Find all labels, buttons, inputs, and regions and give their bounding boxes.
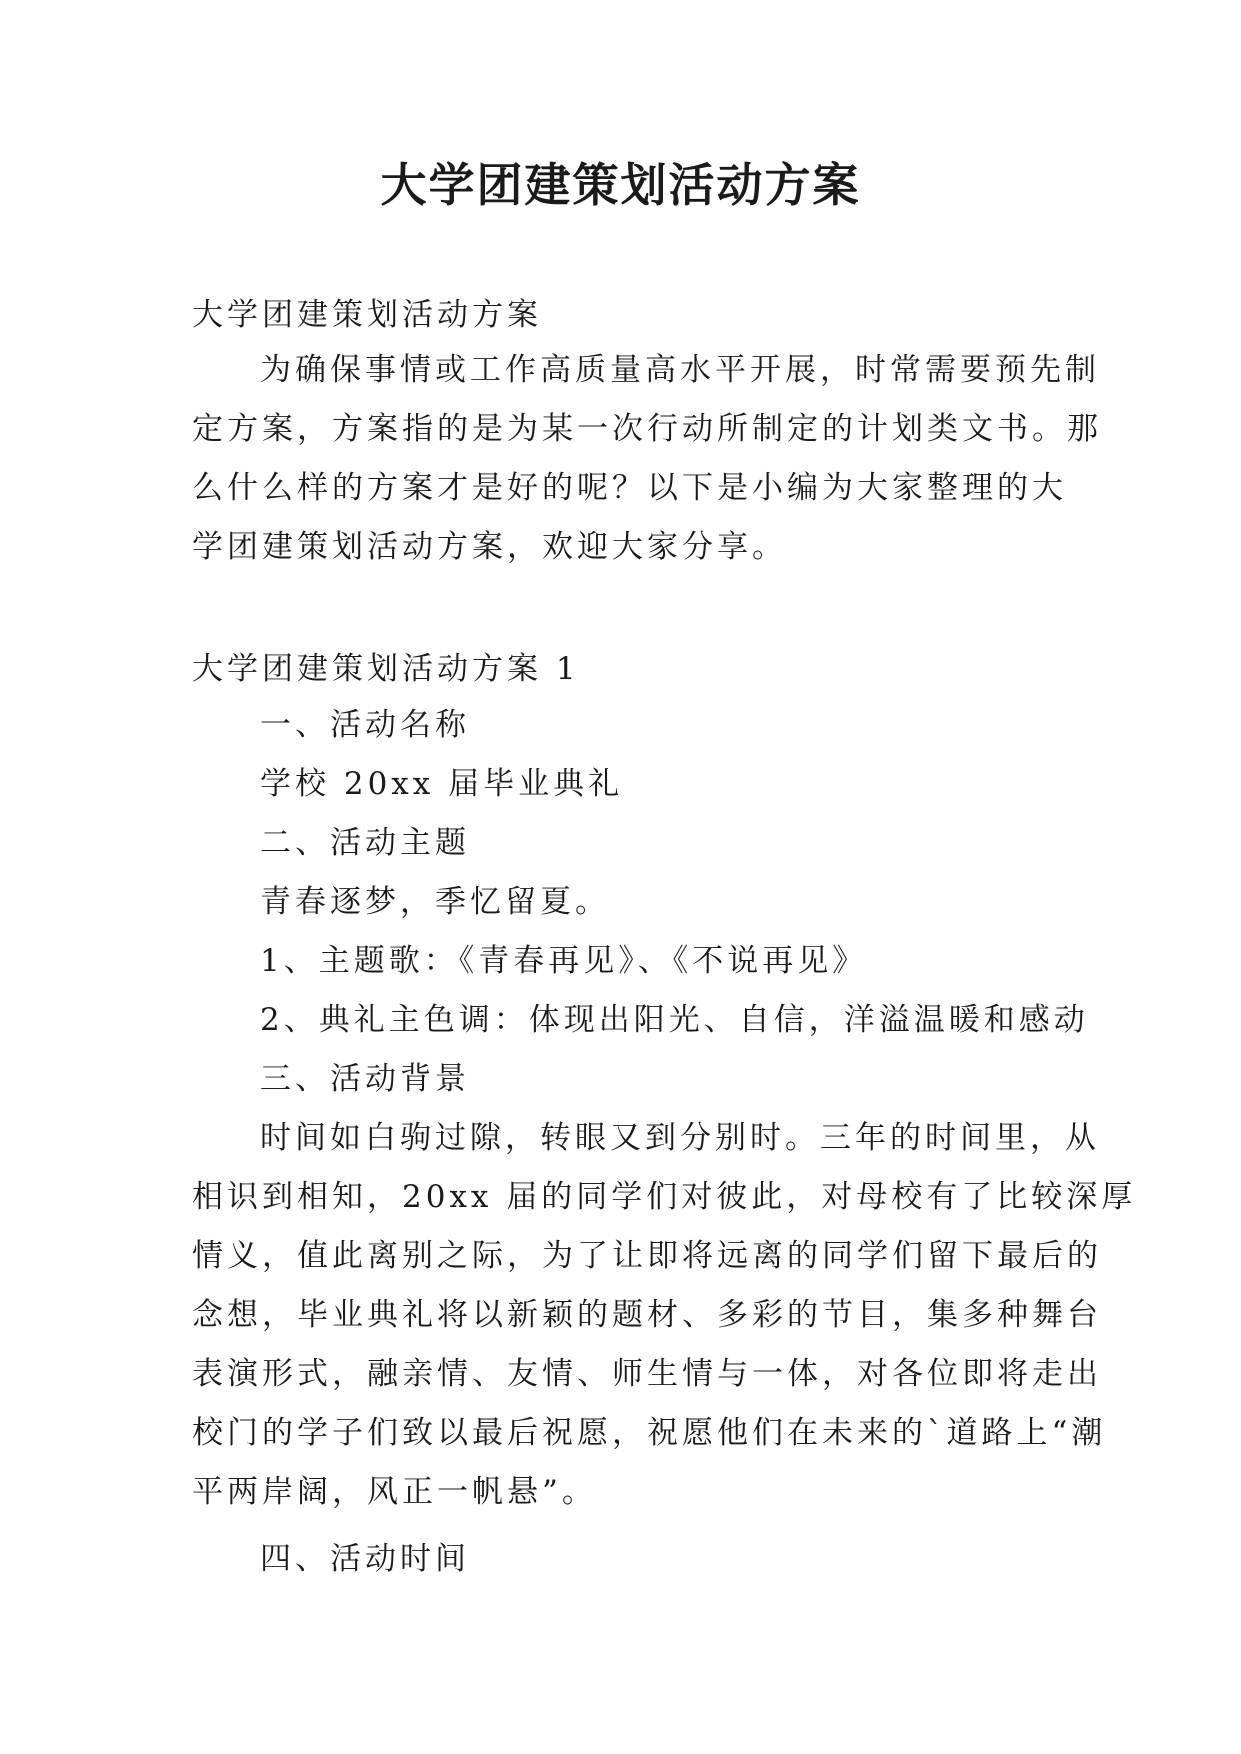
- section-1-line-2: 学校 20xx 届毕业典礼: [260, 766, 624, 802]
- section-1-line-8: 时间如白驹过隙，转眼又到分别时。三年的时间里，从: [260, 1120, 1100, 1156]
- document-title: 大学团建策划活动方案: [380, 158, 861, 212]
- section-1-heading: [192, 640, 1052, 699]
- section-1-line-13: 校门的学子们致以最后祝愿，祝愿他们在未来的`道路上“潮: [192, 1415, 1107, 1451]
- intro-heading-text: 大学团建策划活动方案: [192, 297, 542, 333]
- section-1-line-5: 1、主题歌：《青春再见》、《不说再见》: [260, 943, 868, 979]
- section-1-body: [192, 696, 1137, 1589]
- section-1-line-14: 平两岸阔，风正一帆悬”。: [192, 1474, 597, 1510]
- section-1-line-3: 二、活动主题: [260, 825, 470, 861]
- section-1-line-4: 青春逐梦，季忆留夏。: [260, 884, 610, 920]
- section-1-line-10: 情义，值此离别之际，为了让即将远离的同学们留下最后的: [192, 1238, 1102, 1274]
- intro-line-4: 学团建策划活动方案，欢迎大家分享。: [192, 529, 787, 565]
- intro-heading: [192, 286, 1052, 345]
- section-1-line-12: 表演形式，融亲情、友情、师生情与一体，对各位即将走出: [192, 1356, 1102, 1392]
- section-1-heading-text: 大学团建策划活动方案 1: [192, 651, 580, 687]
- intro-line-2: 定方案，方案指的是为某一次行动所制定的计划类文书。那: [192, 411, 1102, 447]
- section-1-line-7: 三、活动背景: [260, 1061, 470, 1097]
- section-1-line-1: 一、活动名称: [260, 707, 470, 743]
- section-1-line-9: 相识到相知，20xx 届的同学们对彼此，对母校有了比较深厚: [192, 1179, 1137, 1215]
- section-1-line-6: 2、典礼主色调：体现出阳光、自信，洋溢温暖和感动: [260, 1002, 1089, 1038]
- intro-line-3: 么什么样的方案才是好的呢？以下是小编为大家整理的大: [192, 470, 1067, 506]
- intro-paragraph: [192, 341, 1102, 577]
- intro-line-1: 为确保事情或工作高质量高水平开展，时常需要预先制: [260, 352, 1100, 388]
- section-1-line-15: 四、活动时间: [260, 1541, 470, 1577]
- section-1-line-11: 念想，毕业典礼将以新颖的题材、多彩的节目，集多种舞台: [192, 1297, 1102, 1333]
